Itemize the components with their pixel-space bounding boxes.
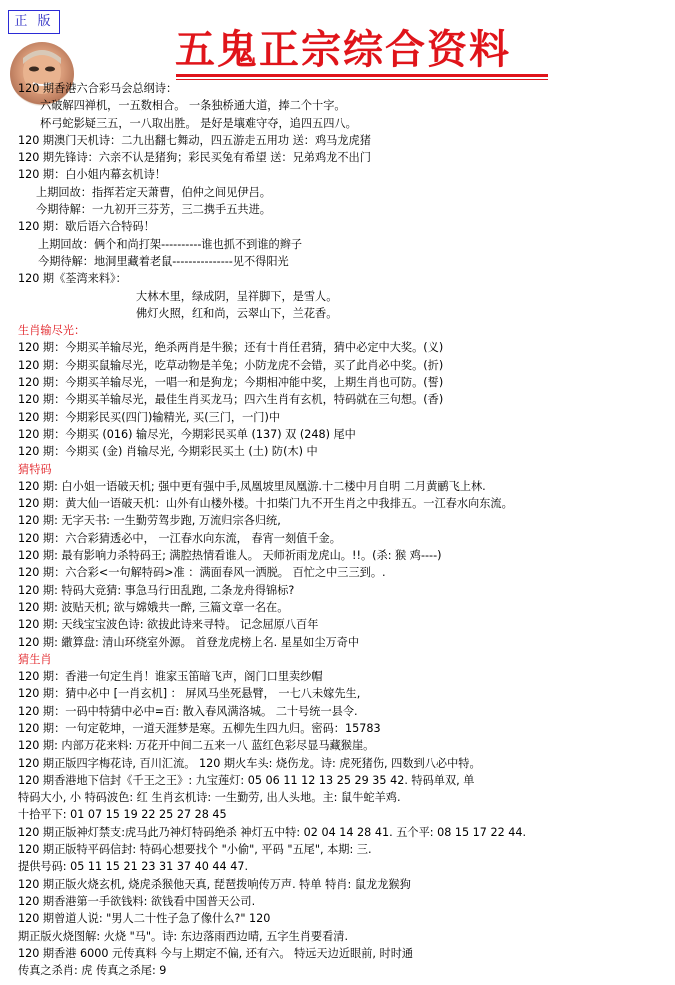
text-line: 今期待解：地洞里藏着老鼠---------------见不得阳光 bbox=[38, 254, 289, 268]
text-line: 传真之杀肖: 虎 传真之杀尾: 9 bbox=[18, 964, 167, 978]
text-line: 120 期: 特码大竞猜: 事急马行田乱跑, 二条龙舟得锦标? bbox=[18, 583, 295, 597]
text-line: 提供号码: 05 11 15 21 23 31 37 40 44 47. bbox=[18, 860, 248, 874]
text-line: 120 期：今期买羊输尽光，绝杀两肖是牛猴；还有十肖任君猜，猜中必定中大奖。(义) bbox=[18, 341, 444, 355]
text-line: 120 期正版四字梅花诗, 百川汇流。 120 期火车头: 烧伤龙。诗: 虎死猪伤, 四数到八必中特。 bbox=[18, 756, 481, 770]
text-line: 120 期：猜中必中 [一肖玄机] ： 屏风马坐死悬臂， 一七八未嫁先生, bbox=[18, 687, 361, 701]
text-line: 120 期：香港一句定生肖！谁家玉笛暗飞声，阁门口里卖纱帽 bbox=[18, 670, 323, 684]
text-line: 期正版火烧图解: 火烧 "马"。诗: 东边落雨西边晴, 五字生肖要看清. bbox=[18, 929, 349, 943]
section-heading: 猜特码 bbox=[18, 462, 52, 476]
text-line: 120 期：歇后语六合特码！ bbox=[18, 220, 155, 234]
text-line: 上期回故：俩个和尚打架----------谁也抓不到谁的辫子 bbox=[38, 237, 303, 251]
text-line: 杯弓蛇影疑三五，一八取出胜。 是好是壤难守夺，追四五四八。 bbox=[40, 116, 357, 130]
main-content bbox=[18, 80, 668, 979]
text-line: 120 期正版特平码信封: 特码心想要找个 "小偷", 平码 "五尾", 本期: 三. bbox=[18, 843, 372, 857]
text-line: 120 期正版火烧玄机, 烧虎杀猴他天真, 琵琶拨响传万声. 特单 特肖: 鼠龙龙猴狗 bbox=[18, 877, 411, 891]
text-line: 120 期：今期买鼠输尽光，吃草动物是羊兔；小防龙虎不会错，买了此肖必中奖。(折) bbox=[18, 358, 444, 372]
text-line: 120 期澳门天机诗：二九出翻七舞动，四五游走五用功 送：鸡马龙虎猪 bbox=[18, 133, 371, 147]
text-line: 120 期曾道人说: "男人二十性子急了像什么?" 120 bbox=[18, 912, 271, 926]
section-heading: 生肖输尽光： bbox=[18, 324, 86, 338]
text-line: 120 期: 无字天书: 一生勤劳驾步跑, 万流归宗各归统, bbox=[18, 514, 281, 528]
text-line: 120 期香港六合彩马会总纲诗： bbox=[18, 82, 178, 95]
text-line: 120 期: 白小姐一语破天机; 强中更有强中手,凤凰坡里凤凰游.十二楼中月自明 二月黄鹂飞上林. bbox=[18, 479, 486, 493]
text-line: 120 期：今期买 (金) 肖输尽光, 今期彩民买土 (土) 防(木) 中 bbox=[18, 445, 318, 459]
text-line: 120 期：六合彩<一句解特码>准 ：满面春风一洒脱。 百忙之中三三到。. bbox=[18, 566, 386, 580]
text-line: 120 期：一码中特猜中必中=百: 散入春风满洛城。 二十号统一县令. bbox=[18, 704, 358, 718]
text-line: 120 期：六合彩猜透必中， 一江春水向东流， 春宵一刻值千金。 bbox=[18, 531, 341, 545]
text-line: 120 期：一句定乾坤，一道天涯梦是寒。五柳先生四九归。密码：15783 bbox=[18, 721, 381, 735]
text-line: 120 期香港地下信封《千王之王》: 九宝莲灯: 05 06 11 12 13 25 29 35 42. 特码单双, 单 bbox=[18, 773, 475, 787]
text-line: 120 期香港第一手欲钱料: 欲钱看中国普天公司. bbox=[18, 894, 256, 908]
text-line: 120 期：今期买羊输尽光，一唱一和是狗龙；今期相冲能中奖，上期生肖也可防。(誓) bbox=[18, 376, 444, 390]
text-line: 120 期：今期买 (016) 输尽光，今期彩民买单 (137) 双 (248) 尾中 bbox=[18, 427, 356, 441]
text-line: 120 期：今期买羊输尽光，最佳生肖买龙马；四六生肖有玄机，特码就在三句想。(香) bbox=[18, 393, 444, 407]
text-line: 120 期正版神灯禁支:虎马此乃神灯特码绝杀 神灯五中特: 02 04 14 28 41. 五个平: 08 15 17 22 44. bbox=[18, 825, 527, 839]
official-version-badge: 正 版 bbox=[8, 10, 60, 34]
text-line: 大林木里，绿成阴，呈祥脚下，是雪人。 bbox=[136, 289, 338, 303]
text-line: 120 期：今期彩民买(四门)输精光, 买(三门，一门)中 bbox=[18, 410, 281, 424]
text-line: 十拾平下: 01 07 15 19 22 25 27 28 45 bbox=[18, 808, 227, 822]
section-heading: 猜生肖 bbox=[18, 652, 52, 666]
page-title: 五鬼正宗综合资料 bbox=[175, 26, 511, 73]
text-line: 今期待解：一九初开三芬芳，三二携手五共进。 bbox=[36, 203, 271, 217]
text-line: 120 期《荃湾来料》： bbox=[18, 272, 127, 286]
text-line: 120 期先锋诗：六亲不认是猪狗；彩民买兔有希望 送：兄弟鸡龙不出门 bbox=[18, 151, 371, 165]
text-line: 上期回故：指挥若定天萧曹，伯仲之间见伊吕。 bbox=[36, 185, 271, 199]
text-line: 120 期: 最有影响力杀特码王; 满腔热情看谁人。 天师祈雨龙虎山。!!。(杀: 猴 鸡----) bbox=[18, 549, 442, 563]
text-line: 120 期: 天线宝宝波色诗: 欲拔此诗来寻特。 记念屈原八百年 bbox=[18, 618, 319, 632]
text-line: 120 期：黄大仙一语破天机：山外有山楼外楼。十扣柴门九不开生肖之中我排五。一江春水向东流。 bbox=[18, 497, 513, 511]
text-line: 120 期: 内部万花来料: 万花开中间二五来一八 蓝红色彩尽显马藏猴崖。 bbox=[18, 739, 375, 753]
text-line: 120 期: 波贴天机; 欲与嫦娥共一醉, 三篇文章一名在。 bbox=[18, 600, 289, 614]
text-line: 120 期：白小姐内幕玄机诗！ bbox=[18, 168, 166, 182]
title-underline bbox=[176, 74, 548, 77]
text-line: 特码大小, 小 特码波色: 红 生肖玄机诗: 一生勤劳, 出人头地。主: 鼠牛蛇羊鸡. bbox=[18, 791, 401, 805]
text-line: 六破解四禅机，一五数相合。 一条独桥通大道，捧二个十字。 bbox=[40, 99, 346, 113]
text-line: 120 期: 繖算盘: 清山环绕室外源。 首登龙虎榜上名. 星星如尘万奇中 bbox=[18, 635, 360, 649]
text-line: 佛灯火照，红和尚，云翠山下，兰花香。 bbox=[136, 306, 338, 320]
text-line: 120 期香港 6000 元传真料 今与上期定不偏, 还有六。 特远天边近眼前, 时时通 bbox=[18, 946, 414, 960]
